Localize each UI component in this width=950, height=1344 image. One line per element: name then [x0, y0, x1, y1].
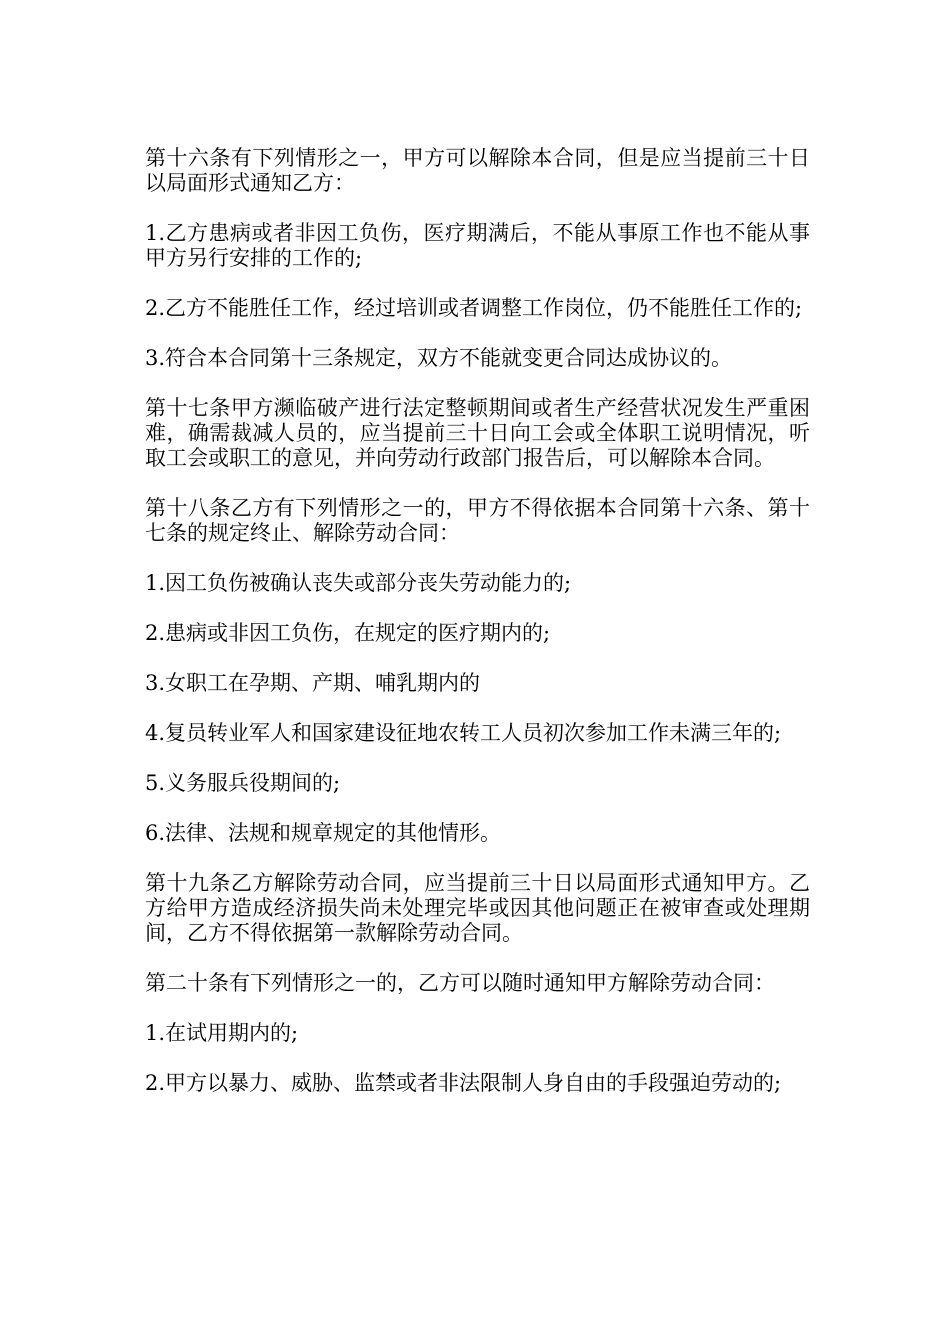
- document-body: [145, 146, 810, 1121]
- article-16-item-1: 1.乙方患病或者非因工负伤，医疗期满后，不能从事原工作也不能从事甲方另行安排的工作的;: [145, 221, 810, 270]
- article-19-paragraph: 第十九条乙方解除劳动合同，应当提前三十日以局面形式通知甲方。乙方给甲方造成经济损失尚未处理完毕或因其他问题正在被审查或处理期间，乙方不得依据第一款解除劳动合同。: [145, 871, 810, 945]
- article-16-item-3: 3.符合本合同第十三条规定，双方不能就变更合同达成协议的。: [145, 346, 733, 370]
- article-17-paragraph: 第十七条甲方濒临破产进行法定整顿期间或者生产经营状况发生严重困难，确需裁减人员的，应当提前三十日向工会或全体职工说明情况，听取工会或职工的意见，并向劳动行政部门报告后，可以解除本合同。: [145, 396, 810, 470]
- article-18-item-3: 3.女职工在孕期、产期、哺乳期内的: [145, 671, 481, 695]
- article-16-paragraph: 第十六条有下列情形之一，甲方可以解除本合同，但是应当提前三十日以局面形式通知乙方：: [145, 146, 810, 195]
- article-20-item-1: 1.在试用期内的;: [145, 1021, 299, 1045]
- article-18-item-2: 2.患病或非因工负伤，在规定的医疗期内的;: [145, 621, 551, 645]
- article-18-item-4: 4.复员转业军人和国家建设征地农转工人员初次参加工作未满三年的;: [145, 721, 782, 745]
- article-20-item-2: 2.甲方以暴力、威胁、监禁或者非法限制人身自由的手段强迫劳动的;: [145, 1071, 782, 1095]
- article-18-item-5: 5.义务服兵役期间的;: [145, 771, 341, 795]
- article-18-paragraph: 第十八条乙方有下列情形之一的，甲方不得依据本合同第十六条、第十七条的规定终止、解除劳动合同：: [145, 496, 810, 545]
- article-18-item-6: 6.法律、法规和规章规定的其他情形。: [145, 821, 502, 845]
- article-16-item-2: 2.乙方不能胜任工作，经过培训或者调整工作岗位，仍不能胜任工作的;: [145, 296, 803, 320]
- article-18-item-1: 1.因工负伤被确认丧失或部分丧失劳动能力的;: [145, 571, 572, 595]
- article-20-paragraph: 第二十条有下列情形之一的，乙方可以随时通知甲方解除劳动合同：: [145, 971, 775, 995]
